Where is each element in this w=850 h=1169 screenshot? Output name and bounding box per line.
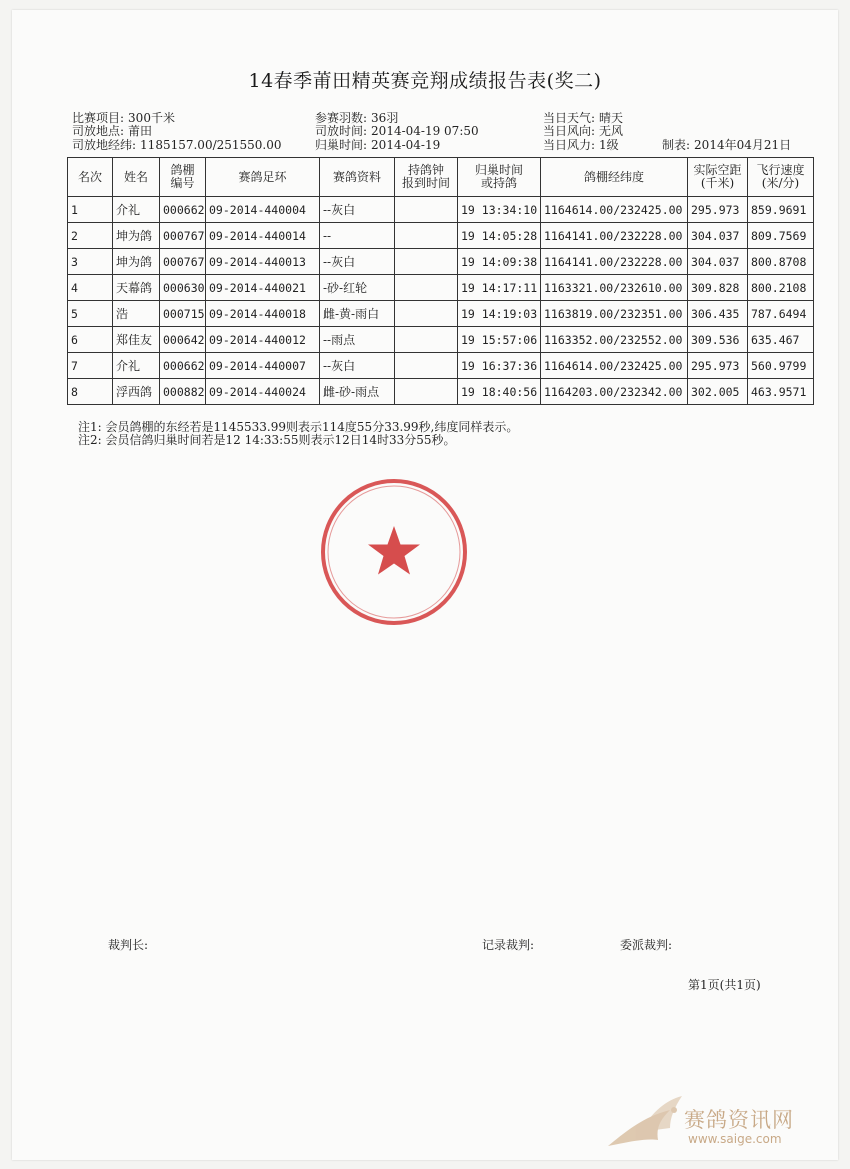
meta-wind-direction xyxy=(543,124,623,138)
header-line: 编号 xyxy=(170,176,195,190)
table-row xyxy=(68,249,814,275)
cell-coords: 1164141.00/232228.00 xyxy=(541,223,688,249)
meta-value: 1185157.00/251550.00 xyxy=(140,138,282,152)
cell-name: 介礼 xyxy=(113,353,160,379)
cell-name: 介礼 xyxy=(113,197,160,223)
meta-label: 司放地经纬: xyxy=(72,138,137,152)
cell-distance: 302.005 xyxy=(688,379,748,405)
meta-value: 2014-04-19 xyxy=(371,138,441,152)
header-distance xyxy=(688,158,748,197)
cell-return: 19 14:05:28 xyxy=(458,223,541,249)
cell-speed: 787.6494 xyxy=(748,301,814,327)
cell-coords: 1164614.00/232425.00 xyxy=(541,353,688,379)
cell-clock xyxy=(395,327,458,353)
cell-name: 郑佳友 xyxy=(113,327,160,353)
meta-return-time xyxy=(315,138,440,152)
cell-clock xyxy=(395,301,458,327)
meta-label: 司放地点: xyxy=(72,124,125,138)
cell-rank: 1 xyxy=(68,197,113,223)
header-ring: 赛鸽足环 xyxy=(206,158,320,197)
results-table xyxy=(67,157,814,405)
cell-return: 19 15:57:06 xyxy=(458,327,541,353)
cell-coords: 1163352.00/232552.00 xyxy=(541,327,688,353)
table-row xyxy=(68,379,814,405)
cell-clock xyxy=(395,197,458,223)
red-star-icon xyxy=(368,526,420,575)
page-info: 第1页(共1页) xyxy=(688,978,761,992)
meta-release-coords xyxy=(72,138,282,152)
cell-clock xyxy=(395,379,458,405)
meta-value: 2014年04月21日 xyxy=(694,138,792,152)
meta-label: 当日天气: xyxy=(543,111,596,125)
cell-name: 坤为鸽 xyxy=(113,223,160,249)
header-line: 报到时间 xyxy=(401,176,450,190)
meta-label: 司放时间: xyxy=(315,124,368,138)
cell-coords: 1164614.00/232425.00 xyxy=(541,197,688,223)
cell-speed: 800.2108 xyxy=(748,275,814,301)
meta-value: 300千米 xyxy=(128,111,175,125)
header-line: 实际空距 xyxy=(693,163,742,177)
cell-coords: 1163819.00/232351.00 xyxy=(541,301,688,327)
header-line: (千米) xyxy=(700,176,735,190)
cell-clock xyxy=(395,353,458,379)
cell-ring: 09-2014-440014 xyxy=(206,223,320,249)
meta-made-date xyxy=(662,138,791,152)
meta-value: 36羽 xyxy=(371,111,399,125)
meta-release-place xyxy=(72,124,152,138)
cell-return: 19 14:19:03 xyxy=(458,301,541,327)
cell-ring: 09-2014-440007 xyxy=(206,353,320,379)
cell-distance: 309.536 xyxy=(688,327,748,353)
cell-distance: 295.973 xyxy=(688,197,748,223)
table-header-row xyxy=(68,158,814,197)
cell-coop: 000882 xyxy=(160,379,206,405)
cell-info: -砂-红轮 xyxy=(320,275,395,301)
meta-label: 制表: xyxy=(662,138,691,152)
page-title: 14春季莆田精英赛竞翔成绩报告表(奖二) xyxy=(248,70,602,92)
cell-info: 雌-黄-雨白 xyxy=(320,301,395,327)
cell-distance: 304.037 xyxy=(688,249,748,275)
cell-coop: 000662 xyxy=(160,353,206,379)
cell-coop: 000767 xyxy=(160,249,206,275)
cell-rank: 5 xyxy=(68,301,113,327)
cell-info: -- xyxy=(320,223,395,249)
watermark-url: www.saige.com xyxy=(688,1132,782,1146)
cell-info: 雌-砂-雨点 xyxy=(320,379,395,405)
meta-value: 无风 xyxy=(599,124,624,138)
cell-name: 浩 xyxy=(113,301,160,327)
cell-ring: 09-2014-440004 xyxy=(206,197,320,223)
club-seal-stamp xyxy=(318,476,470,628)
table-row xyxy=(68,327,814,353)
header-line: 归巢时间 xyxy=(474,163,523,177)
cell-coords: 1163321.00/232610.00 xyxy=(541,275,688,301)
meta-participants xyxy=(315,111,398,125)
meta-race-item xyxy=(72,111,175,125)
cell-distance: 306.435 xyxy=(688,301,748,327)
record-judge-label: 记录裁判: xyxy=(482,938,535,952)
header-rank: 名次 xyxy=(68,158,113,197)
meta-wind-force xyxy=(543,138,619,152)
cell-ring: 09-2014-440021 xyxy=(206,275,320,301)
header-info: 赛鸽资料 xyxy=(320,158,395,197)
meta-value: 莆田 xyxy=(128,124,153,138)
watermark-text: 赛鸽资讯网 xyxy=(684,1108,794,1132)
cell-return: 19 14:17:11 xyxy=(458,275,541,301)
cell-rank: 2 xyxy=(68,223,113,249)
note-1: 注1: 会员鸽棚的东经若是1145533.99则表示114度55分33.99秒,纬度同样表示。 xyxy=(78,420,519,434)
header-line: (米/分) xyxy=(761,176,800,190)
table-row xyxy=(68,301,814,327)
cell-info: --灰白 xyxy=(320,197,395,223)
meta-value: 2014-04-19 07:50 xyxy=(371,124,479,138)
meta-value: 晴天 xyxy=(599,111,624,125)
header-return xyxy=(458,158,541,197)
header-line: 飞行速度 xyxy=(756,163,805,177)
cell-return: 19 14:09:38 xyxy=(458,249,541,275)
cell-coop: 000642 xyxy=(160,327,206,353)
notes xyxy=(78,421,518,447)
meta-label: 参赛羽数: xyxy=(315,111,368,125)
cell-coop: 000767 xyxy=(160,223,206,249)
header-name: 姓名 xyxy=(113,158,160,197)
header-coop-id xyxy=(160,158,206,197)
cell-return: 19 18:40:56 xyxy=(458,379,541,405)
header-speed xyxy=(748,158,814,197)
cell-ring: 09-2014-440018 xyxy=(206,301,320,327)
cell-info: --灰白 xyxy=(320,249,395,275)
table-row xyxy=(68,223,814,249)
cell-rank: 4 xyxy=(68,275,113,301)
cell-rank: 6 xyxy=(68,327,113,353)
cell-coords: 1164141.00/232228.00 xyxy=(541,249,688,275)
cell-coop: 000630 xyxy=(160,275,206,301)
header-clock xyxy=(395,158,458,197)
cell-name: 坤为鸽 xyxy=(113,249,160,275)
cell-ring: 09-2014-440024 xyxy=(206,379,320,405)
meta-label: 比赛项目: xyxy=(72,111,125,125)
cell-coords: 1164203.00/232342.00 xyxy=(541,379,688,405)
header-line: 或持鸽 xyxy=(480,176,517,190)
meta-label: 当日风力: xyxy=(543,138,596,152)
cell-ring: 09-2014-440013 xyxy=(206,249,320,275)
cell-distance: 304.037 xyxy=(688,223,748,249)
table-row xyxy=(68,275,814,301)
cell-speed: 809.7569 xyxy=(748,223,814,249)
table-row xyxy=(68,353,814,379)
cell-info: --灰白 xyxy=(320,353,395,379)
cell-clock xyxy=(395,249,458,275)
cell-rank: 3 xyxy=(68,249,113,275)
cell-speed: 859.9691 xyxy=(748,197,814,223)
cell-return: 19 13:34:10 xyxy=(458,197,541,223)
note-2: 注2: 会员信鸽归巢时间若是12 14:33:55则表示12日14时33分55秒。 xyxy=(78,433,456,447)
meta-value: 1级 xyxy=(599,138,619,152)
cell-return: 19 16:37:36 xyxy=(458,353,541,379)
meta-release-time xyxy=(315,124,479,138)
cell-coop: 000715 xyxy=(160,301,206,327)
header-line: 持鸽钟 xyxy=(407,163,444,177)
table-row xyxy=(68,197,814,223)
cell-speed: 463.9571 xyxy=(748,379,814,405)
cell-rank: 7 xyxy=(68,353,113,379)
meta-label: 当日风向: xyxy=(543,124,596,138)
cell-clock xyxy=(395,223,458,249)
header-line: 鸽棚 xyxy=(170,163,195,177)
header-coords: 鸽棚经纬度 xyxy=(541,158,688,197)
cell-clock xyxy=(395,275,458,301)
chief-judge-label: 裁判长: xyxy=(108,938,149,952)
cell-distance: 309.828 xyxy=(688,275,748,301)
cell-name: 浮西鸽 xyxy=(113,379,160,405)
cell-rank: 8 xyxy=(68,379,113,405)
appointed-judge-label: 委派裁判: xyxy=(620,938,673,952)
cell-ring: 09-2014-440012 xyxy=(206,327,320,353)
cell-coop: 000662 xyxy=(160,197,206,223)
cell-info: --雨点 xyxy=(320,327,395,353)
cell-speed: 560.9799 xyxy=(748,353,814,379)
meta-weather xyxy=(543,111,623,125)
cell-speed: 800.8708 xyxy=(748,249,814,275)
cell-speed: 635.467 xyxy=(748,327,814,353)
cell-distance: 295.973 xyxy=(688,353,748,379)
meta-label: 归巢时间: xyxy=(315,138,368,152)
cell-name: 天幕鸽 xyxy=(113,275,160,301)
